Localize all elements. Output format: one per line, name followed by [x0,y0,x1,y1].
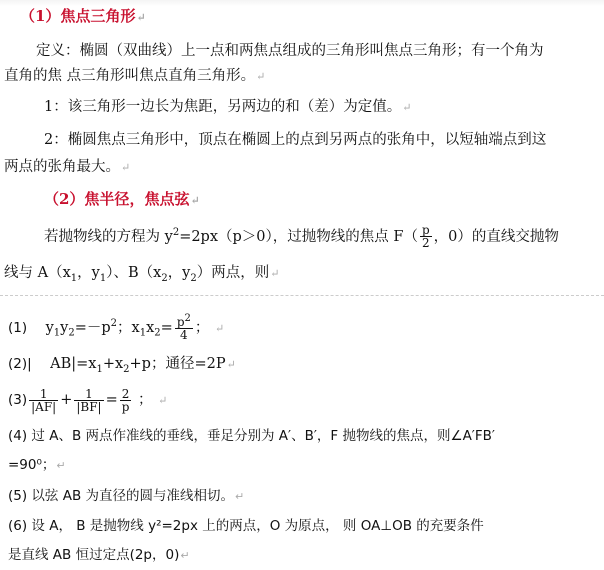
formula-3-label: (3) [8,392,28,408]
formula-1-numerator [175,314,193,329]
formula-4-text-1: (4) 过 A、B 两点作准线的垂线，垂足分别为 A′、B′，F 抛物线的焦点，则∠A′FB′ [8,428,495,444]
return-mark-icon: ↵ [256,70,266,83]
formula-2-plus-x2: +x [102,356,124,372]
formula-2 [8,354,236,380]
return-mark-icon: ↵ [226,358,236,371]
formula-3-numerator-1: 1 [29,388,58,401]
formula-1-equals: = [160,319,173,336]
return-mark-icon: ↵ [402,101,412,114]
formula-1-label: (1) [8,319,28,336]
definition-text-1: 定义：椭圆（双曲线）上一点和两焦点组成的三角形叫焦点三角形；有一个角为 [36,43,544,59]
formula-1-denominator: 4 [180,328,188,343]
superscript-2: 2 [184,313,191,325]
parabola-intro-line-1 [44,223,559,249]
focus-numerator: p [421,223,430,238]
formula-3-end: ； [138,392,153,408]
subscript-1: 1 [53,327,61,339]
focus-denominator: 2 [421,236,430,251]
formula-5 [8,486,244,507]
subscript-2: 2 [161,272,168,284]
formula-3-equals: = [105,392,118,408]
intro-text-c: ，0）的直线交抛物 [433,228,559,245]
formula-6-text-1: (6) 设 A， B 是抛物线 y²=2px 上的两点，O 为原点， 则 OA⊥OB 的充要条件 [8,518,484,534]
formula-3-fraction-2 [74,388,103,413]
formula-6-line-2 [8,545,190,566]
return-mark-icon: ↵ [270,267,280,280]
superscript-2: 2 [110,318,118,329]
return-mark-icon: ↵ [158,394,168,407]
formula-3 [8,384,167,417]
formula-6-text-2: 是直线 AB 恒过定点(2p，0) [8,547,180,563]
superscript-2: 2 [172,227,180,238]
formula-3-denominator-3: p [121,399,130,414]
subscript-2: 2 [123,363,130,375]
formula-4-text-2: =90⁰； [8,457,56,473]
subscript-1: 1 [139,327,147,339]
intro-line2-a: 线与 A（x [4,265,71,281]
formula-3-denominator-2: |BF| [76,399,102,414]
formula-3-numerator-2: 1 [74,388,103,401]
return-mark-icon: ↵ [121,161,131,174]
formula-3-plus: + [60,392,73,408]
property-item-2-line-2 [4,157,130,178]
formula-1-y1: y [45,319,54,336]
formula-6-line-1 [8,516,484,536]
intro-line2-d: ，y [167,265,191,281]
formula-1-num-p: p [176,315,185,330]
property-text-2b: 两点的张角最大。 [4,159,120,175]
formula-4-line-2 [8,455,66,476]
formula-1-x2: x [146,319,155,336]
subscript-2: 2 [190,272,197,284]
subscript-2: 2 [154,327,161,339]
intro-text-a: 若抛物线的方程为 y [44,228,173,245]
formula-1-y2: y [60,319,69,336]
definition-line-1 [36,41,544,61]
subscript-1: 1 [70,272,78,284]
formula-3-denominator-1: |AF| [31,399,57,414]
intro-line2-b: ，y [77,265,100,281]
focus-fraction [420,224,432,249]
intro-line2-e: ）两点，则 [196,265,270,281]
intro-line2-c: ）、B（x [106,265,162,281]
return-mark-icon: ↵ [56,459,66,472]
section1-heading-text: （1）焦点三角形 [20,7,136,25]
return-mark-icon: ↵ [180,549,190,562]
formula-1-end: ； [194,319,210,336]
property-text-1: 1：该三角形一边长为焦距，另两边的和（差）为定值。 [44,99,402,115]
formula-2-ab: AB|=x [50,356,97,372]
formula-3-fraction-1 [29,388,58,413]
formula-1-minus-p: =－p [74,319,111,336]
return-mark-icon: ↵ [190,194,200,207]
section1-heading [20,6,146,28]
property-item-2-line-1 [44,130,546,150]
formula-3-numerator-3: 2 [120,388,132,401]
return-mark-icon: ↵ [136,11,146,24]
formula-4-line-1 [8,426,495,446]
subscript-1: 1 [99,272,107,284]
formula-5-text: (5) 以弦 AB 为直径的圆与准线相切。 [8,488,234,504]
definition-line-2 [4,66,265,87]
section2-heading-text: （2）焦半径，焦点弦 [44,190,190,208]
property-text-2a: 2：椭圆焦点三角形中，顶点在椭圆上的点到另两点的张角中，以短轴端点到这 [44,132,547,148]
formula-2-label: (2)| [8,356,32,372]
subscript-1: 1 [96,363,103,375]
property-item-1 [44,97,411,118]
parabola-intro-line-2 [4,263,279,289]
section-divider [0,295,604,296]
return-mark-icon: ↵ [235,490,245,503]
formula-3-fraction-3 [120,388,132,413]
definition-text-2: 直角的焦 点三角形叫焦点直角三角形。 [4,68,256,84]
formula-1-fraction [175,314,193,341]
subscript-2: 2 [68,327,75,339]
formula-1 [8,314,224,344]
return-mark-icon: ↵ [214,321,225,335]
formula-1-x1: ；x [117,319,140,336]
intro-text-b: =2px（p＞0），过抛物线的焦点 F（ [179,228,418,245]
formula-2-rest: +p；通径=2P [129,356,226,372]
section2-heading [44,189,200,211]
